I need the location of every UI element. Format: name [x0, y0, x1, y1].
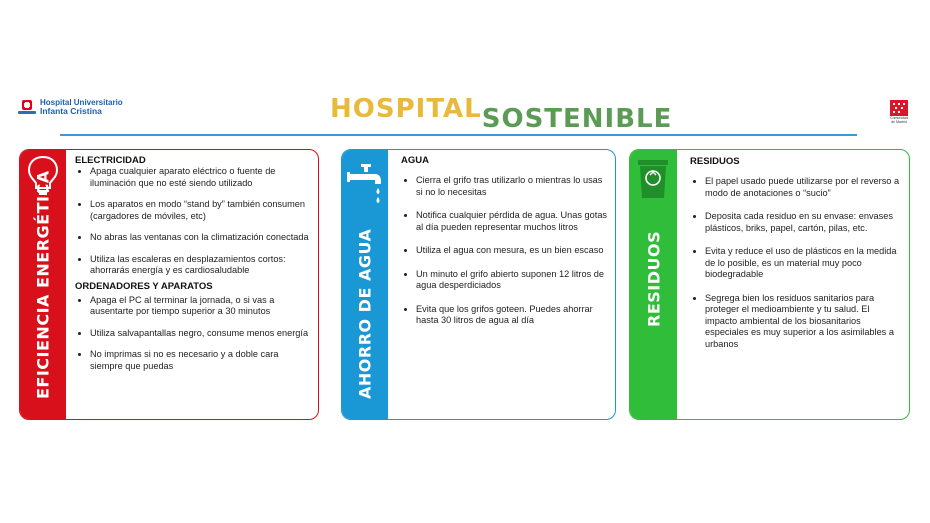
- list-item: • Utiliza el agua con mesura, es un bien escaso: [416, 245, 609, 257]
- card-content: [66, 150, 318, 419]
- section-heading-agua: AGUA: [401, 155, 429, 166]
- list-agua: [401, 175, 609, 327]
- list-item: • Apaga el PC al terminar la jornada, o si vas a ausentarte por tiempo superior a 30 minutos: [90, 295, 312, 318]
- card-residuos: [629, 149, 910, 420]
- section-heading-electricidad: ELECTRICIDAD: [75, 155, 146, 166]
- list-item: • No abras las ventanas con la climatización conectada: [90, 232, 312, 244]
- list-item: • Notifica cualquier pérdida de agua. Unas gotas al día pueden representar muchos litros: [416, 210, 609, 233]
- card-ahorro-agua: [341, 149, 616, 420]
- list-item: • Deposita cada residuo en su envase: envases plásticos, briks, papel, cartón, pilas, etc.: [705, 211, 903, 234]
- list-residuos: [690, 176, 903, 350]
- section-heading-residuos: RESIDUOS: [690, 156, 740, 167]
- card-eficiencia-energetica: [19, 149, 319, 420]
- madrid-flag-icon: [890, 100, 908, 116]
- comunidad-madrid-text: Comunidad de Madrid: [890, 116, 908, 124]
- list-item: • Un minuto el grifo abierto suponen 12 litros de agua desperdiciados: [416, 269, 609, 292]
- list-item: • Evita y reduce el uso de plásticos en la medida de lo posible, es un material muy poco biodegradable: [705, 246, 903, 281]
- faucet-icon: [345, 160, 385, 204]
- list-item: • Utiliza salvapantallas negro, consume menos energía: [90, 328, 312, 340]
- comunidad-madrid-logo: [890, 100, 908, 124]
- card-band: [630, 150, 677, 419]
- card-content: [388, 150, 615, 419]
- hospital-name-line2: Infanta Cristina: [40, 106, 102, 116]
- list-item: • Apaga cualquier aparato eléctrico o fuente de iluminación que no esté siendo utilizado: [90, 166, 312, 189]
- title-sostenible: SOSTENIBLE: [481, 104, 673, 134]
- hospital-logo-text: [40, 98, 123, 116]
- card-band-label: RESIDUOS: [644, 230, 663, 327]
- list-item: • Utiliza las escaleras en desplazamientos cortos: ahorrarás energía y es cardiosaludable: [90, 254, 312, 277]
- list-item: • Segrega bien los residuos sanitarios para proteger el medioambiente y tu salud. El impacto ambiental de los biosanitarios especiales es muy superior a los asimilables a urbanos: [705, 293, 903, 351]
- list-item: • Cierra el grifo tras utilizarlo o mientras lo usas si no lo necesitas: [416, 175, 609, 198]
- list-item: • Evita que los grifos goteen. Puedes ahorrar hasta 30 litros de agua al día: [416, 304, 609, 327]
- title-hospital: HOSPITAL: [330, 94, 482, 124]
- card-band-label: AHORRO DE AGUA: [355, 228, 375, 399]
- list-item: • No imprimas si no es necesario y a doble cara siempre que puedas: [90, 349, 312, 372]
- list-electricidad: [75, 166, 312, 277]
- section-heading-ordenadores: ORDENADORES Y APARATOS: [75, 280, 213, 292]
- card-band: [20, 150, 66, 419]
- hospital-name-line1: Hospital Universitario: [40, 98, 123, 107]
- list-item: • Los aparatos en modo “stand by” también consumen (cargadores de móviles, etc): [90, 199, 312, 222]
- recycle-bin-icon: [636, 156, 670, 200]
- header-divider: [60, 134, 857, 136]
- card-content: [677, 150, 909, 419]
- list-ordenadores: [75, 295, 312, 373]
- page-title: [330, 94, 673, 134]
- list-item: • El papel usado puede utilizarse por el reverso a modo de anotaciones o “sucio”: [705, 176, 903, 199]
- card-band: [342, 150, 388, 419]
- hospital-logo: [18, 98, 123, 116]
- card-band-label: EFICIENCIA ENERGÉTICA: [33, 170, 53, 399]
- hospital-logo-mark: [18, 100, 36, 114]
